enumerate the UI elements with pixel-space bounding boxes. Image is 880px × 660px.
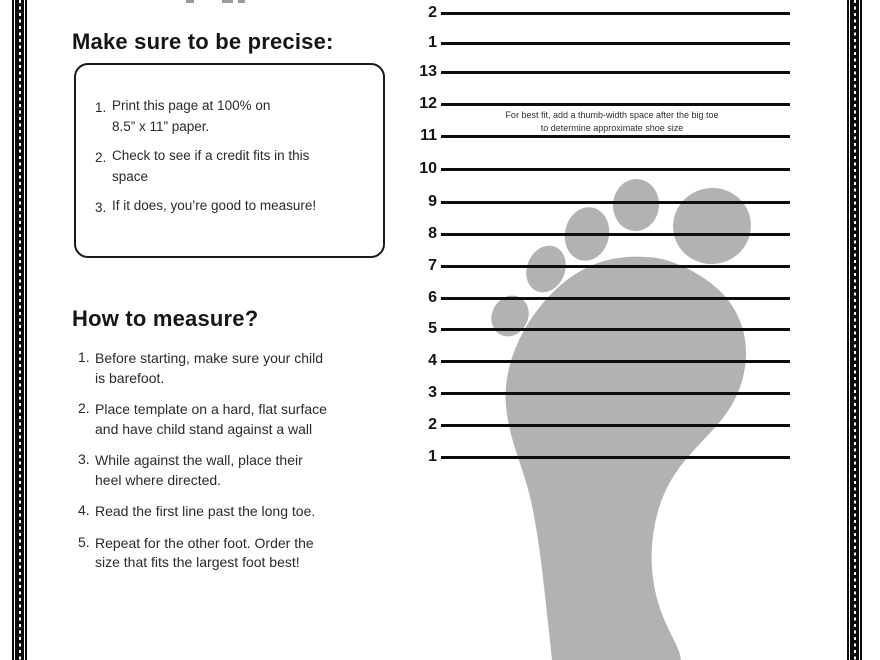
ruler-line <box>441 456 790 459</box>
ruler-line <box>441 392 790 395</box>
ruler-line <box>441 135 790 138</box>
list-item-text: While against the wall, place their heel where directed. <box>95 452 303 488</box>
ruler-line <box>441 42 790 45</box>
fit-note-line-1: For best fit, add a thumb-width space after the big toe <box>505 110 719 120</box>
ruler-size-label: 10 <box>419 160 437 177</box>
ruler-line <box>441 201 790 204</box>
ruler-size-label: 3 <box>428 384 437 401</box>
list-item-number: 2. <box>78 400 90 416</box>
ruler-size-label: 13 <box>419 63 437 80</box>
ruler-line <box>441 71 790 74</box>
ruler-size-label: 1 <box>428 34 437 51</box>
ruler-size-label: 5 <box>428 320 437 337</box>
how-to-measure-heading: How to measure? <box>72 306 259 331</box>
ruler-size-label: 2 <box>428 4 437 21</box>
ruler-line <box>441 297 790 300</box>
ruler-line <box>441 103 790 106</box>
list-item-number: 3. <box>78 451 90 467</box>
ruler-line <box>441 168 790 171</box>
ruler-line <box>441 265 790 268</box>
precise-heading: Make sure to be precise: <box>72 29 334 54</box>
list-item-text: Print this page at 100% on 8.5” x 11” paper. <box>112 98 271 134</box>
list-item-text: If it does, you’re good to measure! <box>112 198 317 213</box>
ruler-size-label: 11 <box>420 127 437 144</box>
list-item-text: Repeat for the other foot. Order the size that fits the largest foot best! <box>95 534 314 570</box>
ruler-size-label: 2 <box>428 416 437 433</box>
list-item-number: 4. <box>78 502 90 518</box>
list-item-number: 3. <box>95 200 107 215</box>
list-item-number: 5. <box>78 533 90 550</box>
ruler-line <box>441 12 790 15</box>
list-item-text: Check to see if a credit fits in this space <box>112 148 310 184</box>
ruler-size-label: 6 <box>428 289 437 306</box>
list-item-number: 1. <box>78 349 90 365</box>
list-item-number: 1. <box>95 100 107 115</box>
ruler-size-label: 12 <box>419 95 437 112</box>
ruler-line <box>441 233 790 236</box>
ruler-size-label: 9 <box>428 193 437 210</box>
ruler-size-label: 4 <box>428 352 437 369</box>
list-item-text: Before starting, make sure your child is barefoot. <box>95 350 323 386</box>
list-item-text: Read the first line past the long toe. <box>95 503 316 519</box>
list-item-number: 2. <box>95 150 107 165</box>
ruler-size-label: 7 <box>428 257 437 274</box>
ruler-line <box>441 328 790 331</box>
fit-note-line-2: to determine approximate shoe size <box>540 122 684 133</box>
ruler-line <box>441 360 790 363</box>
list-item-text: Place template on a hard, flat surface and have child stand against a wall <box>95 401 327 437</box>
ruler-line <box>441 424 790 427</box>
ruler-size-label: 8 <box>428 225 437 242</box>
ruler-size-label: 1 <box>428 448 437 465</box>
fit-note <box>462 109 762 134</box>
